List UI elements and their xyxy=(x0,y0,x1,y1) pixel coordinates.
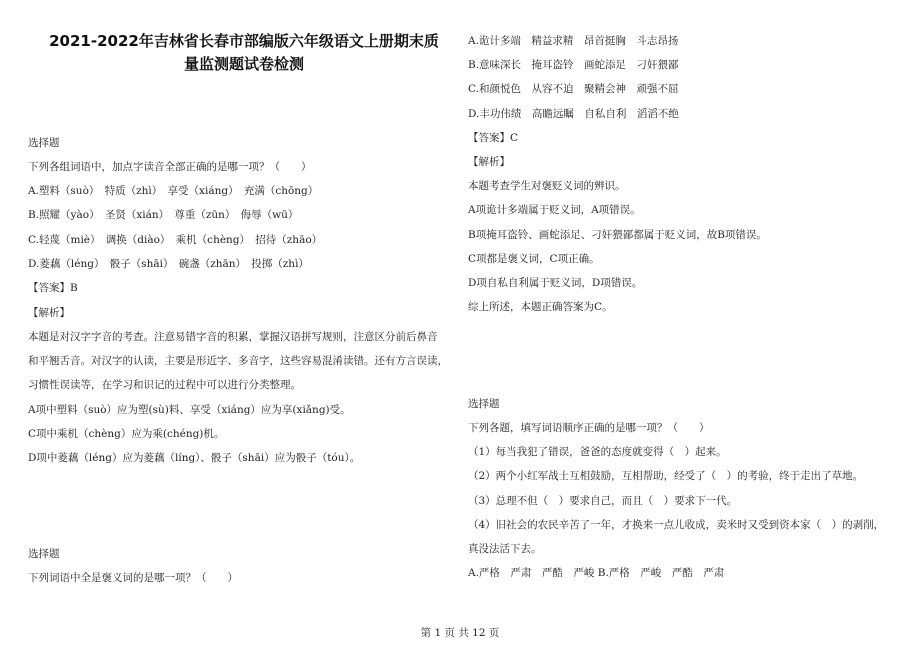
fill-sentence: （4）旧社会的农民辛苦了一年，才换来一点儿收成，卖米时又受到资本家（ ）的剥削， xyxy=(468,519,885,531)
analysis-text: C项中乘机（chèng）应为乘(chéng)机。 xyxy=(28,428,225,440)
fill-sentence: （1）每当我犯了错误，爸爸的态度就变得（ ）起来。 xyxy=(468,446,727,458)
analysis-text: 本题考查学生对褒贬义词的辨识。 xyxy=(468,180,626,192)
option-d: D.丰功伟绩 高瞻远瞩 自私自利 滔滔不绝 xyxy=(468,108,679,120)
fill-sentence: （2）两个小红军战士互相鼓励，互相帮助，经受了（ ）的考验，终于走出了草地。 xyxy=(468,470,864,482)
question-stem: 下列各题，填写词语顺序正确的是哪一项？（ ） xyxy=(468,422,710,434)
analysis-text: D项自私自利属于贬义词，D项错误。 xyxy=(468,277,643,289)
analysis-text: D项中菱藕（léng）应为菱藕（líng）、骰子（shāi）应为骰子（tóu）。 xyxy=(28,452,361,464)
title-line-1: 2021-2022年吉林省长春市部编版六年级语文上册期末质 xyxy=(49,32,439,50)
option-a: A.塑料（suò） 特质（zhì） 享受（xiáng） 充满（chōng） xyxy=(28,185,319,197)
option-b: B.照耀（yào） 圣贤（xián） 尊重（zūn） 侮辱（wū） xyxy=(28,209,299,221)
question-stem: 下列各组词语中，加点字读音全部正确的是哪一项？（ ） xyxy=(28,161,312,173)
option-c: C.和颜悦色 从容不迫 聚精会神 顽强不屈 xyxy=(468,83,679,95)
option-d: D.菱藕（léng） 骰子（shāi） 碗盏（zhān） 投掷（zhì） xyxy=(28,258,309,270)
option-b: B.意味深长 掩耳盗铃 画蛇添足 刁奸猥鄙 xyxy=(468,59,679,71)
analysis-text: 本题是对汉字字音的考查。注意易错字音的积累，掌握汉语拼写规则，注意区分前后鼻音 xyxy=(28,331,438,343)
analysis-text: B项掩耳盗铃、画蛇添足、刁奸猥鄙都属于贬义词，故B项错误。 xyxy=(468,229,767,241)
analysis-text: A项诡计多端属于贬义词，A项错误。 xyxy=(468,204,641,216)
question-type-label: 选择题 xyxy=(28,137,60,149)
question-type-label: 选择题 xyxy=(28,548,60,560)
answer-label: 【答案】B xyxy=(28,282,78,294)
fill-sentence: （3）总理不但（ ）要求自己，而且（ ）要求下一代。 xyxy=(468,495,738,507)
question-type-label: 选择题 xyxy=(468,398,500,410)
analysis-text: 综上所述，本题正确答案为C。 xyxy=(468,301,613,313)
analysis-text: 和平翘舌音。对汉字的认读，主要是形近字、多音字，这些容易混淆读错。还有方言误读， xyxy=(28,355,448,367)
option-c: C.轻蔑（miè） 调换（diào） 乘机（chèng） 招待（zhāo） xyxy=(28,234,323,246)
answer-label: 【答案】C xyxy=(468,132,519,144)
question-stem: 下列词语中全是褒义词的是哪一项？（ ） xyxy=(28,572,238,584)
analysis-label: 【解析】 xyxy=(28,307,70,319)
page-number: 第 1 页 共 12 页 xyxy=(420,627,500,639)
analysis-label: 【解析】 xyxy=(468,156,510,168)
analysis-text: A项中塑料（suò）应为塑(sù)料、享受（xiáng）应为享(xiǎng)受。 xyxy=(28,404,351,416)
answer-options: A.严格 严肃 严酷 严峻 B.严格 严峻 严酷 严肃 xyxy=(468,567,725,579)
analysis-text: 习惯性误读等，在学习和识记的过程中可以进行分类整理。 xyxy=(28,379,301,391)
option-a: A.诡计多端 精益求精 昂首挺胸 斗志昂扬 xyxy=(468,35,679,47)
fill-sentence: 真没法活下去。 xyxy=(468,543,542,555)
title-line-2: 量监测题试卷检测 xyxy=(183,55,304,73)
document-title xyxy=(24,30,464,76)
analysis-text: C项都是褒义词，C项正确。 xyxy=(468,253,600,265)
